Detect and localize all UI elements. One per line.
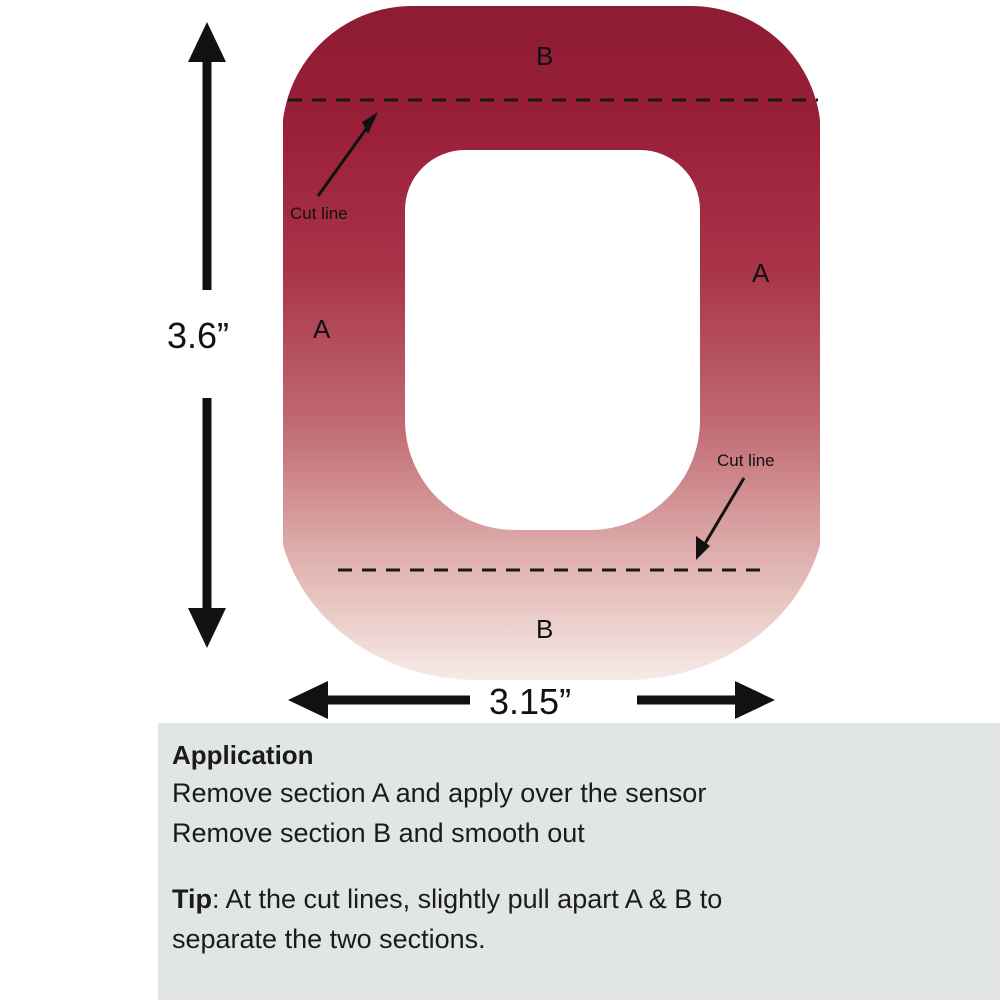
tip-line-1 [172,879,1000,919]
section-label-bottom-b: B [536,614,554,644]
height-dimension-label: 3.6” [167,315,230,356]
application-step-2: Remove section B and smooth out [172,818,585,848]
note-spacer [172,853,1000,879]
application-heading: Application [172,740,314,770]
patch-body [283,6,820,680]
section-label-top-b: B [536,41,554,71]
width-dimension-label: 3.15” [489,681,572,722]
tip-line-2: separate the two sections. [172,924,486,954]
application-step-1: Remove section A and apply over the sensor [172,778,707,808]
patch-sensor-hole [405,150,700,530]
tip-label: Tip [172,884,212,914]
application-note-panel [158,723,1000,1000]
section-label-right-a: A [752,258,770,288]
section-label-left-a: A [313,314,331,344]
cut-line-top-label: Cut line [290,204,348,223]
cut-line-bottom-label: Cut line [717,451,775,470]
tip-text: : At the cut lines, slightly pull apart A & B to [212,884,723,914]
